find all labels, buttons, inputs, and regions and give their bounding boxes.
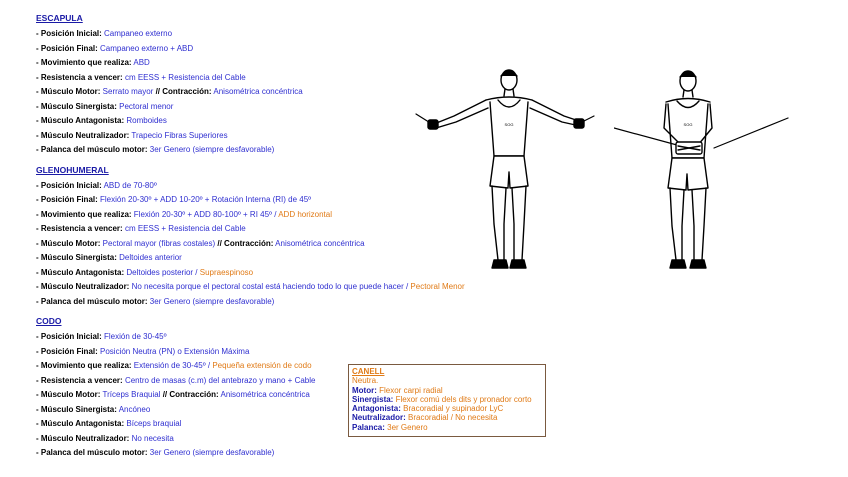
codo-row-value: Anisométrica concéntrica (218, 390, 310, 399)
glenohumeral-row-value: ABD de 70-80º (101, 180, 157, 190)
escapula-row-value: ABD (131, 58, 150, 67)
section-heading-codo: CODO (36, 316, 62, 326)
codo-row (36, 446, 506, 461)
glenohumeral-row-label: - Palanca del músculo motor: (36, 296, 148, 306)
escapula-row-value: // Contracción: (155, 87, 212, 96)
glenohumeral-row-label: - Músculo Motor: (36, 238, 101, 248)
canell-neutralizador-row (352, 413, 542, 422)
escapula-row (36, 27, 506, 42)
glenohumeral-row-label: - Resistencia a vencer: (36, 224, 123, 233)
glenohumeral-row-label: - Músculo Sinergista: (36, 253, 117, 262)
glenohumeral-row-value: Anisométrica concéntrica (273, 238, 365, 248)
codo-row-value: Pequeña extensión de codo (212, 361, 312, 370)
canell-motor-value: Flexor carpi radial (376, 385, 443, 395)
canell-palanca-label: Palanca: (352, 422, 385, 432)
escapula-row-value: Anisométrica concéntrica (211, 87, 303, 96)
escapula-row-value: cm EESS + Resistencia del Cable (122, 72, 246, 82)
canell-neutralizador-label: Neutralizador: (352, 413, 406, 423)
section-heading-glenohumeral: GLENOHUMERAL (36, 164, 109, 175)
codo-row-value: Extensión de 30-45º / (131, 361, 213, 370)
canell-motor-row (352, 386, 542, 395)
glenohumeral-row-value: Pectoral Menor (410, 282, 465, 291)
codo-row-value: Bíceps braquial (124, 419, 182, 428)
glenohumeral-row (36, 295, 506, 310)
escapula-row-value: Campaneo externo + ABD (97, 43, 194, 53)
escapula-row-value: 3er Genero (siempre desfavorable) (147, 145, 275, 154)
escapula-row-label: - Movimiento que realiza: (36, 58, 132, 67)
codo-row (36, 345, 506, 360)
athlete-illustration-final (614, 66, 790, 276)
glenohumeral-row-value: // Contracción: (217, 238, 274, 248)
escapula-row-label: - Músculo Neutralizador: (36, 130, 130, 140)
escapula-row-value: Trapecio Fibras Superiores (129, 130, 228, 140)
canell-palanca-value: 3er Genero (384, 422, 428, 432)
escapula-row-value: Serrato mayor (100, 87, 156, 96)
shirt-logo-start: SOG (504, 122, 514, 127)
codo-row-label: - Posición Final: (36, 346, 98, 356)
codo-row-value: Tríceps Braquial (100, 390, 163, 399)
glenohumeral-row-value: Flexión 20-30º + ADD 80-100º + RI 45º / (131, 209, 279, 219)
canell-motor-label: Motor: (352, 385, 377, 395)
codo-row-value: No necesita (129, 433, 174, 443)
canell-antagonista-row (352, 404, 542, 413)
codo-row-label: - Palanca del músculo motor: (36, 448, 148, 457)
escapula-row-label: - Músculo Sinergista: (36, 101, 117, 111)
codo-row-label: - Músculo Sinergista: (36, 404, 117, 414)
codo-row-label: - Músculo Neutralizador: (36, 433, 130, 443)
glenohumeral-row (36, 280, 506, 295)
glenohumeral-row-value: Pectoral mayor (fibras costales) (100, 238, 218, 248)
glenohumeral-row-value: Supraespinoso (199, 267, 254, 277)
canell-antagonista-value: Bracoradial y supinador LyC (400, 404, 504, 414)
codo-row-value: Flexión de 30-45º (101, 332, 167, 341)
escapula-row-label: - Resistencia a vencer: (36, 72, 123, 82)
glenohumeral-row-value: Deltoides posterior / (124, 267, 200, 277)
glenohumeral-row-value: Flexión 20-30º + ADD 10-20º + Rotación Interna (RI) de 45º (97, 195, 312, 204)
glenohumeral-row-label: - Posición Final: (36, 195, 98, 204)
escapula-row-label: - Músculo Antagonista: (36, 116, 125, 125)
escapula-row-label: - Posición Final: (36, 43, 98, 53)
codo-row (36, 330, 506, 345)
codo-row-value: // Contracción: (162, 390, 219, 399)
codo-row-value: 3er Genero (siempre desfavorable) (147, 448, 275, 457)
glenohumeral-row-label: - Músculo Neutralizador: (36, 282, 130, 291)
canell-sinergista-row (352, 395, 542, 404)
canell-title: CANELL (352, 367, 385, 376)
canell-palanca-row (352, 423, 542, 432)
canell-box (348, 364, 546, 437)
glenohumeral-row-label: - Músculo Antagonista: (36, 267, 125, 277)
codo-row-label: - Posición Inicial: (36, 332, 102, 341)
canell-neutralizador-value: Bracoradial / No necesita (405, 413, 498, 423)
shirt-logo-final: SOG (683, 122, 693, 127)
escapula-row-value: Romboides (124, 116, 167, 125)
glenohumeral-row-value: Deltoides anterior (116, 253, 182, 262)
canell-neutra: Neutra. (352, 376, 379, 386)
glenohumeral-row-value: cm EESS + Resistencia del Cable (122, 224, 246, 233)
codo-row-value: Ancóneo (116, 404, 151, 414)
escapula-row-value: Campaneo externo (101, 29, 173, 38)
glenohumeral-row-value: 3er Genero (siempre desfavorable) (147, 296, 275, 306)
codo-row-value: Centro de masas (c.m) del antebrazo y mano + Cable (122, 375, 316, 385)
canell-sinergista-label: Sinergista: (352, 394, 394, 404)
glenohumeral-row-value: ADD horizontal (278, 209, 333, 219)
codo-row-value: Posición Neutra (PN) o Extensión Máxima (97, 346, 250, 356)
glenohumeral-row-label: - Posición Inicial: (36, 180, 102, 190)
codo-row-label: - Resistencia a vencer: (36, 375, 123, 385)
codo-row-label: - Músculo Motor: (36, 390, 101, 399)
codo-row-label: - Músculo Antagonista: (36, 419, 125, 428)
codo-row-label: - Movimiento que realiza: (36, 361, 132, 370)
athlete-illustration-start (414, 64, 596, 276)
glenohumeral-row-label: - Movimiento que realiza: (36, 209, 132, 219)
section-heading-escapula: ESCAPULA (36, 13, 83, 23)
escapula-row-label: - Posición Inicial: (36, 29, 102, 38)
escapula-row-label: - Músculo Motor: (36, 87, 101, 96)
escapula-row-label: - Palanca del músculo motor: (36, 145, 148, 154)
escapula-row-value: Pectoral menor (116, 101, 174, 111)
canell-antagonista-label: Antagonista: (352, 404, 401, 414)
escapula-row (36, 42, 506, 57)
glenohumeral-row-value: No necesita porque el pectoral costal está haciendo todo lo que puede hacer / (129, 282, 411, 291)
canell-sinergista-value: Flexor comú dels dits y pronador corto (393, 394, 532, 404)
